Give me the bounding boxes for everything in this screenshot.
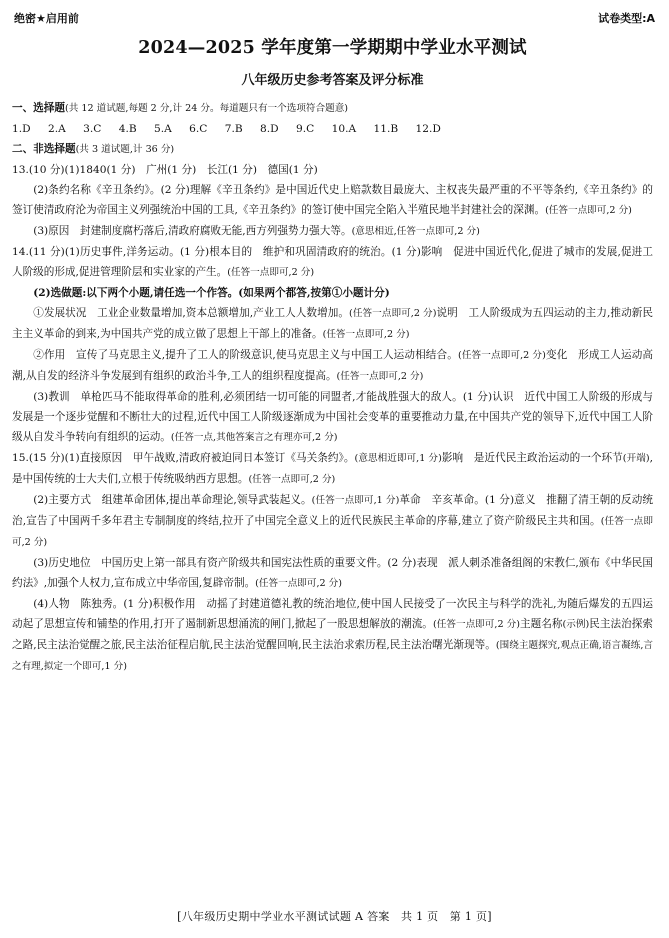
q14-choice2-text: ②作用 宣传了马克思主义,提升了工人的阶级意识,使马克思主义与中国工人运动相结合。 xyxy=(33,349,458,361)
q14-choose-instruction: (2)选做题:以下两个小题,请任选一个作答。(如果两个都答,按第①小题计分) xyxy=(33,287,390,299)
page-footer: [八年级历史期中学业水平测试试题 A 答案 共 1 页 第 1 页] xyxy=(177,910,492,923)
q13-part2 xyxy=(12,180,653,221)
section1-answers xyxy=(12,119,653,139)
q14-part3 xyxy=(12,387,653,448)
q15-part4-text-b: 主题名称 xyxy=(520,618,563,630)
q15-part3-note: (任答一点即可,2 分) xyxy=(255,578,343,589)
section1-note: (共 12 道试题,每题 2 分,计 24 分。每道题只有一个选项符合题意) xyxy=(64,103,349,114)
q13-part3-note: (意思相近,任答一点即可,2 分) xyxy=(351,226,480,237)
paper-type-label: 试卷类型:A xyxy=(598,12,655,25)
q13-part2-text: (2)条约名称《辛丑条约》。(2 分)理解《辛丑条约》是中国近代史上赔款数目最庞大、主权丧失最严重的不平等条约,《辛丑条约》的签订使清政府沦为帝国主义列强统治中国的工具,《辛丑条约》的签订使中国完全陷入半殖民地半封建社会的深渊。 xyxy=(12,184,653,216)
q14-choice1-note: (任答一点即可,2 分) xyxy=(349,308,437,319)
q14-choice2-note: (任答一点即可,2 分) xyxy=(457,350,546,361)
answer-item: 3.C xyxy=(83,123,102,135)
section2-note: (共 3 道试题,计 36 分) xyxy=(75,144,175,155)
q15-part1-note: (意思相近即可,1 分) xyxy=(354,453,442,464)
answer-item: 1.D xyxy=(12,123,31,135)
answer-item: 11.B xyxy=(373,123,399,135)
section1-title: 一、选择题 xyxy=(12,102,65,114)
q15-part3-text: (3)历史地位 中国历史上第一部具有资产阶级共和国宪法性质的重要文件。(2 分)表现 派人刺杀准备组阁的宋教仁,颁布《中华民国约法》,加强个人权力,宣布成立中华帝国,复辟帝制。 xyxy=(12,557,653,589)
q15-part1-paren: (开端) xyxy=(622,453,650,464)
q13-part3 xyxy=(12,221,653,242)
q15-part1-text-b: 影响 是近代民主政治运动的一个环节 xyxy=(441,452,623,464)
q14-choice2 xyxy=(12,345,653,387)
q15-part4-text-c: 民主法治探索之路,民主法治觉醒之旅,民主法治征程启航,民主法治觉醒回响,民主法治求索历程,民主法治曙光渐现等。 xyxy=(12,618,653,651)
q15-part4-note: (任答一点即可,2 分) xyxy=(432,619,521,630)
q15-part2-text-b: 革命 辛亥革命。(1 分)意义 推翻了清王朝的反动统治,宣告了中国两千多年君主专制制度的终结,拉开了中国完全意义上的近代民族民主革命的序幕,建立了资产阶级民主共和国。 xyxy=(12,494,653,527)
q14-part1-text: 14.(11 分)(1)历史事件,洋务运动。(1 分)根本目的 维护和巩固清政府的统治。(1 分)影响 促进中国近代化,促进了城市的发展,促进工人阶级的形成,促进管理阶层和实业家的产生。 xyxy=(12,246,653,278)
q14-part1 xyxy=(12,242,653,283)
q14-part1-note: (任答一点即可,2 分) xyxy=(227,267,315,278)
page-title: 2024—2025 学年度第一学期期中学业水平测试 xyxy=(138,38,527,58)
q15-part4 xyxy=(12,594,653,677)
q15-part1 xyxy=(12,448,653,490)
q14-choice1 xyxy=(12,303,653,345)
q14-choice2-text-b: 变化 形成工人运动高潮,从自发的经济斗争发展到有组织的政治斗争,工人的组织程度提高。 xyxy=(12,349,653,382)
answer-item: 4.B xyxy=(118,123,137,135)
answer-item: 9.C xyxy=(296,123,315,135)
q15-part1-text: 15.(15 分)(1)直接原因 甲午战败,清政府被迫同日本签订《马关条约》。 xyxy=(12,452,355,464)
q14-part3-note: (任答一点,其他答案言之有理亦可,2 分) xyxy=(170,432,338,443)
q15-part3 xyxy=(12,553,653,594)
q14-part3-text: (3)教训 单枪匹马不能取得革命的胜利,必须团结一切可能的同盟者,才能战胜强大的敌人。(1 分)认识 近代中国工人阶级的形成与发展是一个逐步觉醒和不断壮大的过程,近代中国工人阶级逐渐成为中国社会变革的重要推动力量,在中国共产党的领导下,近代中国工人阶级从自发斗争转向有组织的运动。 xyxy=(12,391,653,443)
answer-item: 8.D xyxy=(260,123,279,135)
answer-item: 5.A xyxy=(154,123,172,135)
q15-part2-note-b: (任答一点即可,2 分) xyxy=(12,516,653,548)
q15-part4-note-b: (围绕主题探究,观点正确,语言凝练,言之有理,拟定一个即可,1 分) xyxy=(12,640,653,672)
page-subtitle: 八年级历史参考答案及评分标准 xyxy=(241,73,424,88)
q13-part3-text: (3)原因 封建制度腐朽落后,清政府腐败无能,西方列强势力强大等。 xyxy=(33,225,352,237)
q15-part4-example: (示例) xyxy=(562,619,590,630)
answer-item: 12.D xyxy=(415,123,441,135)
q15-part2-note: (任答一点即可,1 分) xyxy=(311,495,400,506)
q15-part1-note-b: (任答一点即可,2 分) xyxy=(248,474,336,485)
q15-part4-text: (4)人物 陈独秀。(1 分)积极作用 动摇了封建道德礼教的统治地位,使中国人民接受了一次民主与科学的洗礼,为随后爆发的五四运动起了思想宣传和铺垫的作用,打开了遏制新思想涌流的闸门,掀起了一股思想解放的潮流。 xyxy=(12,598,653,630)
q14-choice1-note-b: (任答一点即可,2 分) xyxy=(322,329,410,340)
answer-item: 2.A xyxy=(47,123,66,135)
section2-heading xyxy=(12,139,653,160)
q15-part1-text-c: ,是中国传统的士大夫们,立根于传统吸纳西方思想。 xyxy=(12,452,653,485)
answer-item: 7.B xyxy=(224,123,243,135)
q13-part2-note: (任答一点即可,2 分) xyxy=(545,205,632,216)
section2-title: 二、非选择题 xyxy=(12,143,76,155)
q13-part1: 13.(10 分)(1)1840(1 分) 广州(1 分) 长江(1 分) 德国(1 分) xyxy=(12,164,318,176)
answer-item: 6.C xyxy=(189,123,208,135)
q14-choice1-text: ①发展状况 工业企业数量增加,资本总额增加,产业工人人数增加。 xyxy=(33,307,350,319)
q14-choice1-text-b: 说明 工人阶级成为五四运动的主力,推动新民主主义革命的到来,为中国共产党的成立做了思想上干部上的准备。 xyxy=(12,307,653,340)
q14-choice2-note-b: (任答一点即可,2 分) xyxy=(336,371,424,382)
confidential-label: 绝密★启用前 xyxy=(14,12,79,25)
answer-item: 10.A xyxy=(331,123,357,135)
section1-heading xyxy=(12,98,653,119)
q15-part2 xyxy=(12,490,653,553)
q15-part2-text: (2)主要方式 组建革命团体,提出革命理论,领导武装起义。 xyxy=(33,494,312,506)
